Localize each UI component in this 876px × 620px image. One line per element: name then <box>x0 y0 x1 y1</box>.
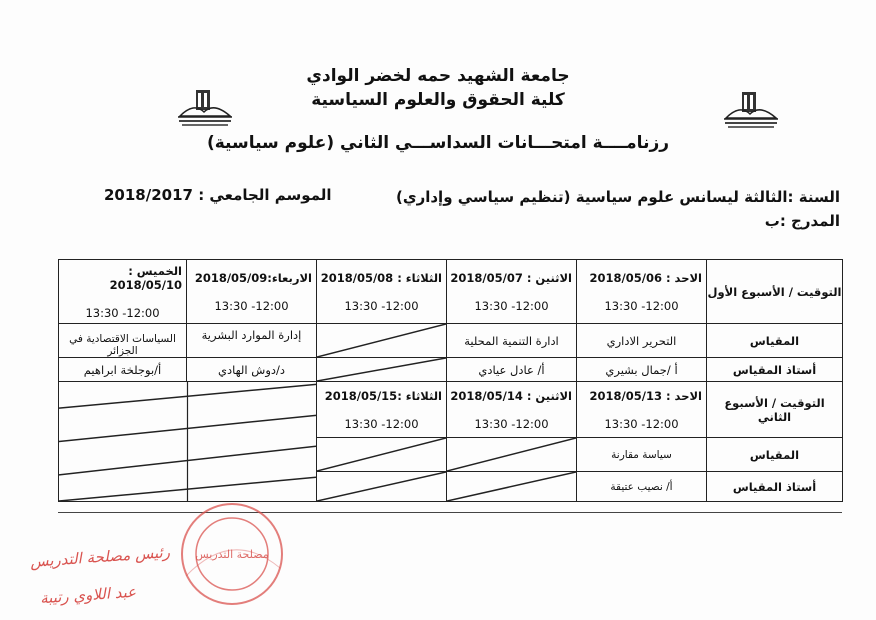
page-title: رزنامــــة امتحـــانات السداســـي الثاني (علوم سياسية) <box>206 133 670 153</box>
teacher-cell: أ/ عادل عيادي <box>447 358 577 382</box>
week2-crossed-block <box>59 382 317 502</box>
week2-label: التوقيت / الأسبوع الثاني <box>707 382 843 438</box>
week1-day-3 <box>317 260 447 324</box>
week1-teacher-row <box>59 358 843 382</box>
week1-day-5 <box>59 260 187 324</box>
day-date: الثلاثاء :2018/05/15 <box>324 388 442 403</box>
subject-cell-crossed <box>317 438 447 472</box>
teacher-cell-crossed <box>317 472 447 502</box>
day-date: الاحد : 2018/05/13 <box>589 388 702 403</box>
exam-time: 12:00- 13:30 <box>604 416 679 431</box>
signature-title: رئيس مصلحة التدريس <box>29 543 171 571</box>
faculty-name: كلية الحقوق والعلوم السياسية <box>311 90 565 110</box>
subject-cell: التحرير الاداري <box>577 324 707 358</box>
day-date: الاثنين : 2018/05/07 <box>450 270 572 285</box>
teacher-cell: أ/بوجلخة ابراهيم <box>59 358 187 382</box>
subject-label: المقياس <box>707 438 843 472</box>
exam-time: 12:00- 13:30 <box>604 298 679 313</box>
teacher-label: أستاذ المقياس <box>707 472 843 502</box>
exam-time: 12:00- 13:30 <box>474 416 549 431</box>
week2-header-row <box>59 382 843 438</box>
week2-day-2 <box>447 382 577 438</box>
exam-schedule-table <box>58 259 843 502</box>
teacher-label: أستاذ المقياس <box>707 358 843 382</box>
university-logo-left <box>176 86 234 130</box>
day-date: الاربعاء:2018/05/09 <box>194 270 312 285</box>
subject-cell: ادارة التنمية المحلية <box>447 324 577 358</box>
week1-day-4 <box>187 260 317 324</box>
day-date: الاثنين : 2018/05/14 <box>450 388 572 403</box>
exam-time: 12:00- 13:30 <box>344 298 419 313</box>
teacher-cell-crossed <box>317 358 447 382</box>
week1-header-row <box>59 260 843 324</box>
teacher-cell: أ/ نصيب عتيقة <box>577 472 707 502</box>
subject-cell-crossed <box>317 324 447 358</box>
exam-time: 12:00- 13:30 <box>474 298 549 313</box>
teacher-cell: أ /جمال بشيري <box>577 358 707 382</box>
week1-subject-row <box>59 324 843 358</box>
subject-cell: إدارة الموارد البشرية <box>187 324 317 358</box>
subject-cell-crossed <box>447 438 577 472</box>
week2-day-1 <box>577 382 707 438</box>
week1-day-1 <box>577 260 707 324</box>
official-stamp <box>176 498 288 610</box>
day-date: الخميس : 2018/05/10 <box>109 263 182 292</box>
exam-time: 12:00- 13:30 <box>344 416 419 431</box>
subject-label: المقياس <box>707 324 843 358</box>
subject-cell: سياسة مقارنة <box>577 438 707 472</box>
day-date: الاحد : 2018/05/06 <box>589 270 702 285</box>
subject-cell: السياسات الاقتصادية في الجزائر <box>59 324 187 358</box>
year-line: السنة :الثالثة ليسانس علوم سياسية (تنظيم سياسي وإداري) <box>395 188 840 206</box>
teacher-cell: د/دوش الهادي <box>187 358 317 382</box>
university-logo-right <box>722 88 780 132</box>
exam-time: 12:00- 13:30 <box>85 305 160 320</box>
week2-day-3 <box>317 382 447 438</box>
signature-name: عبد اللاوي رتيبة <box>39 582 137 608</box>
stamp-text: مصلحة التدريس <box>195 548 269 561</box>
teacher-cell-crossed <box>447 472 577 502</box>
exam-time: 12:00- 13:30 <box>214 298 289 313</box>
week1-day-2 <box>447 260 577 324</box>
day-date: الثلاثاء : 2018/05/08 <box>320 270 442 285</box>
hall-label: المدرج :ب <box>764 212 840 230</box>
university-name: جامعة الشهيد حمه لخضر الوادي <box>306 66 570 86</box>
academic-season: الموسم الجامعي : 2018/2017 <box>104 186 332 204</box>
week1-label: التوقيت / الأسبوع الأول <box>707 260 843 324</box>
